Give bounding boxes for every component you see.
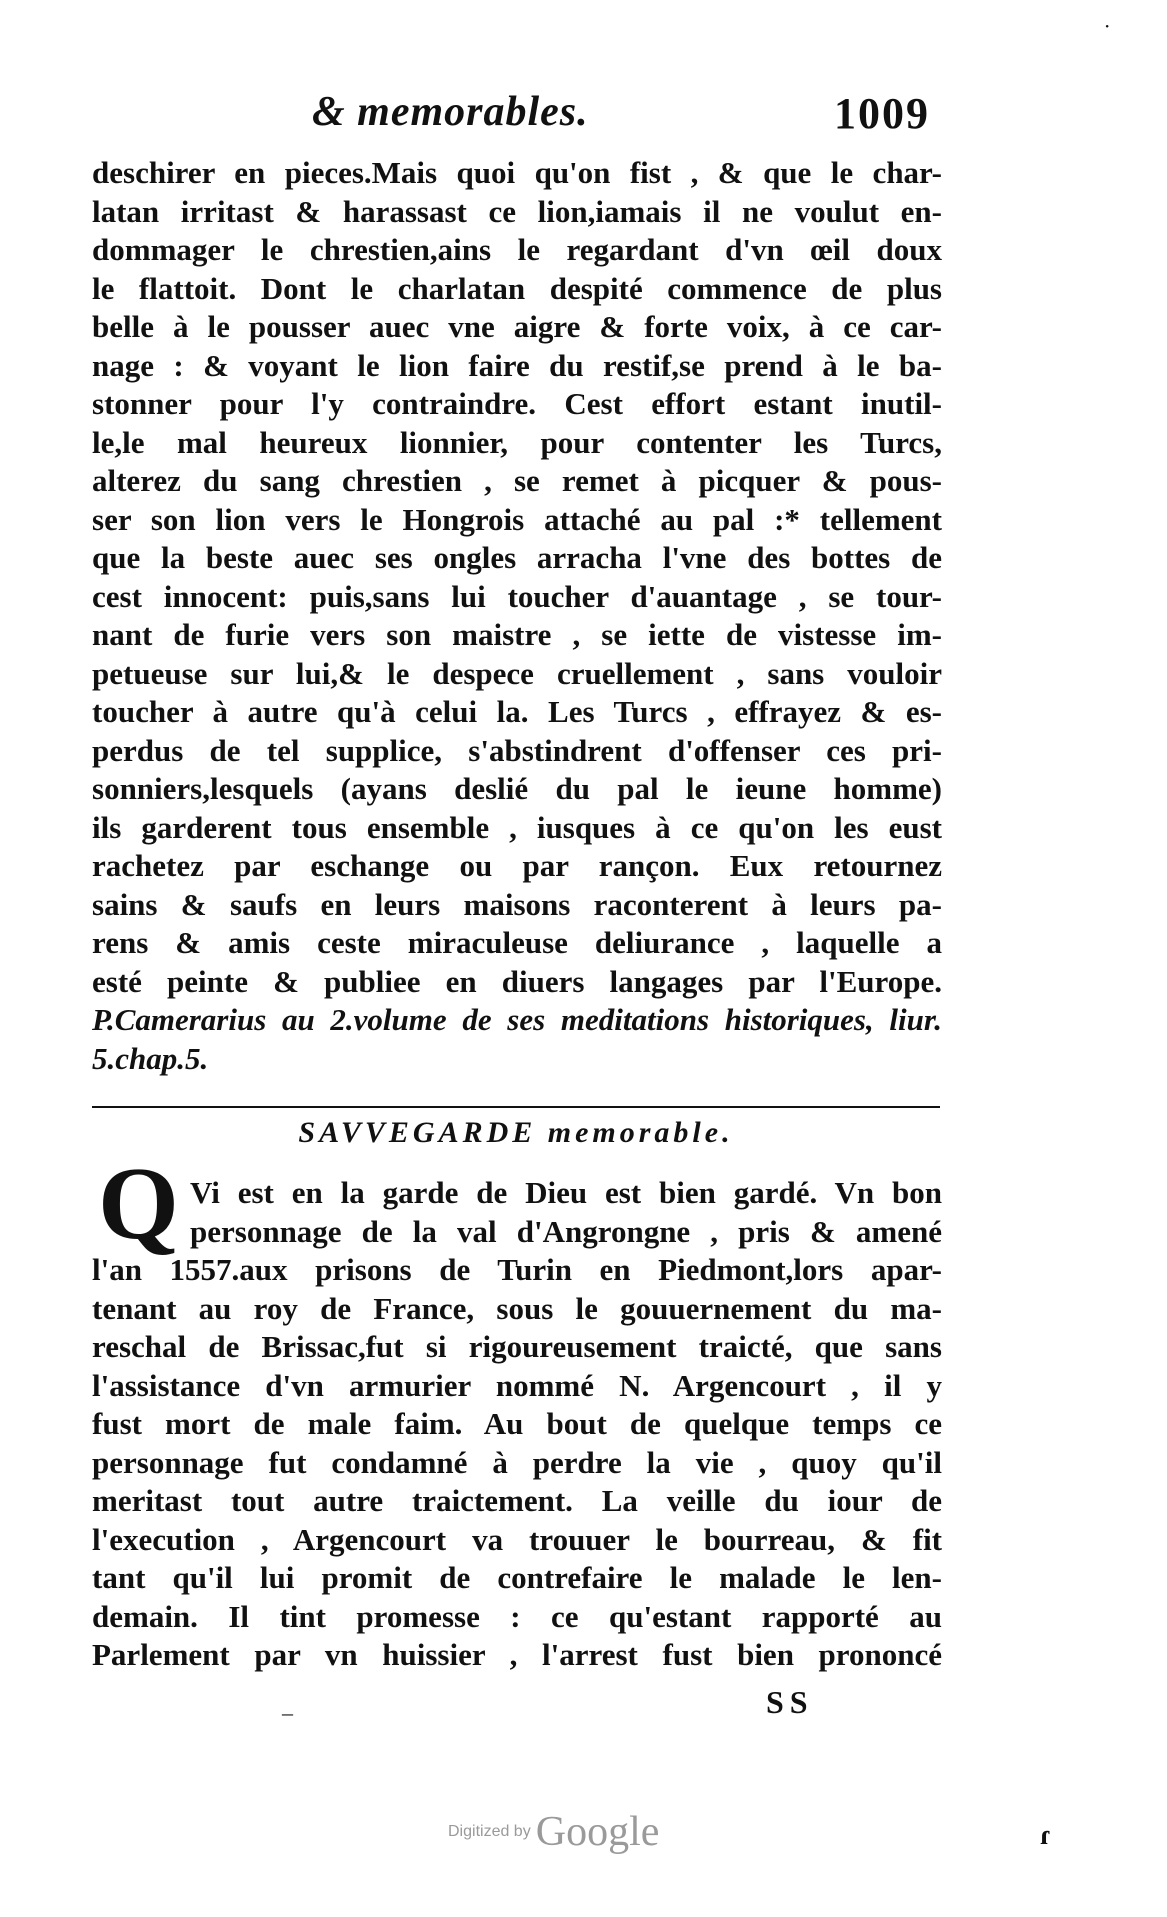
margin-speck: · [1104,14,1111,38]
text-line: stonner pour l'y contraindre. Cest effort estant inutil- [92,386,942,421]
text-line: Vi est en la garde de Dieu est bien gardé. Vn bon [190,1175,942,1210]
section-heading: SAVVEGARDE memorable. [298,1116,734,1149]
text-line: personnage fut condamné à perdre la vie , quoy qu'il [92,1444,942,1480]
text-line: tenant au roy de France, sous le gouuernement du ma- [92,1290,942,1326]
corner-mark: ɾ [1040,1820,1052,1851]
text-line: rachetez par eschange ou par rançon. Eux retournez [92,848,942,883]
running-title: & memorables. [312,89,589,135]
drop-cap-initial: Q [98,1146,179,1261]
dash-mark: – [282,1700,293,1725]
text-line: ser son lion vers le Hongrois attaché au pal :* tellement [92,501,942,537]
text-line: petueuse sur lui,& le despece cruellement , sans vouloir [92,655,942,691]
text-line: dommager le chrestien,ains le regardant d'vn œil doux [92,232,942,267]
text-line: fust mort de male faim. Au bout de quelque temps ce [92,1406,942,1441]
text-line: rens & amis ceste miraculeuse deliurance , laquelle a [92,925,942,960]
text-line: latan irritast & harassast ce lion,iamais il ne voulut en- [92,193,942,229]
text-line: meritast tout autre traictement. La veille du iour de [92,1483,942,1518]
text-line: ils garderent tous ensemble , iusques à ce qu'on les eust [92,809,942,845]
text-line: le,le mal heureux lionnier, pour contenter les Turcs, [92,424,942,460]
text-line: nant de furie vers son maistre , se iette de vistesse im- [92,617,942,652]
text-line: le flattoit. Dont le charlatan despité commence de plus [92,270,942,306]
text-line: sonniers,lesquels (ayans deslié du pal le ieune homme) [92,771,942,806]
text-line: belle à le pousser auec vne aigre & forte voix, à ce car- [92,309,942,344]
body-text-part2 [92,1251,942,1675]
watermark-brand: Google [535,1809,660,1855]
section-divider [92,1106,940,1108]
text-line: cest innocent: puis,sans lui toucher d'auantage , se tour- [92,578,942,614]
running-head [300,88,940,148]
text-line: reschal de Brissac,fut si rigoureusement traicté, que sans [92,1329,942,1364]
text-line: que la beste auec ses ongles arracha l'vne des bottes de [92,540,942,575]
digitized-watermark [448,1808,659,1856]
citation-line: 5.chap.5. [92,1040,209,1076]
text-line: deschirer en pieces.Mais quoi qu'on fist , & que le char- [92,155,942,190]
body-text-part1 [92,154,942,1078]
text-line: sains & saufs en leurs maisons raconterent à leurs pa- [92,886,942,922]
text-line: l'execution , Argencourt va trouuer le bourreau, & fit [92,1521,942,1557]
text-line: tant qu'il lui promit de contrefaire le malade le len- [92,1560,942,1595]
text-line: alterez du sang chrestien , se remet à picquer & pous- [92,463,942,498]
text-line: l'an 1557.aux prisons de Turin en Piedmont,lors apar- [92,1252,942,1287]
text-line: personnage de la val d'Angrongne , pris & amené [190,1213,942,1249]
body-text-part2-indented [190,1174,942,1251]
text-line: l'assistance d'vn armurier nommé N. Argencourt , il y [92,1367,942,1403]
watermark-prefix: Digitized by [448,1823,531,1840]
text-line: esté peinte & publiee en diuers langages par l'Europe. [92,963,942,999]
text-line: demain. Il tint promesse : ce qu'estant rapporté au [92,1598,942,1634]
citation-line: P.Camerarius au 2.volume de ses meditations historiques, liur. [92,1002,942,1037]
text-line: nage : & voyant le lion faire du restif,se prend à le ba- [92,347,942,383]
text-line: toucher à autre qu'à celui la. Les Turcs , effrayez & es- [92,694,942,729]
signature-mark: SS [766,1684,814,1720]
text-line: perdus de tel supplice, s'abstindrent d'offenser ces pri- [92,732,942,768]
page-number: 1009 [834,89,930,138]
text-line: Parlement par vn huissier , l'arrest fust bien prononcé [92,1637,942,1672]
